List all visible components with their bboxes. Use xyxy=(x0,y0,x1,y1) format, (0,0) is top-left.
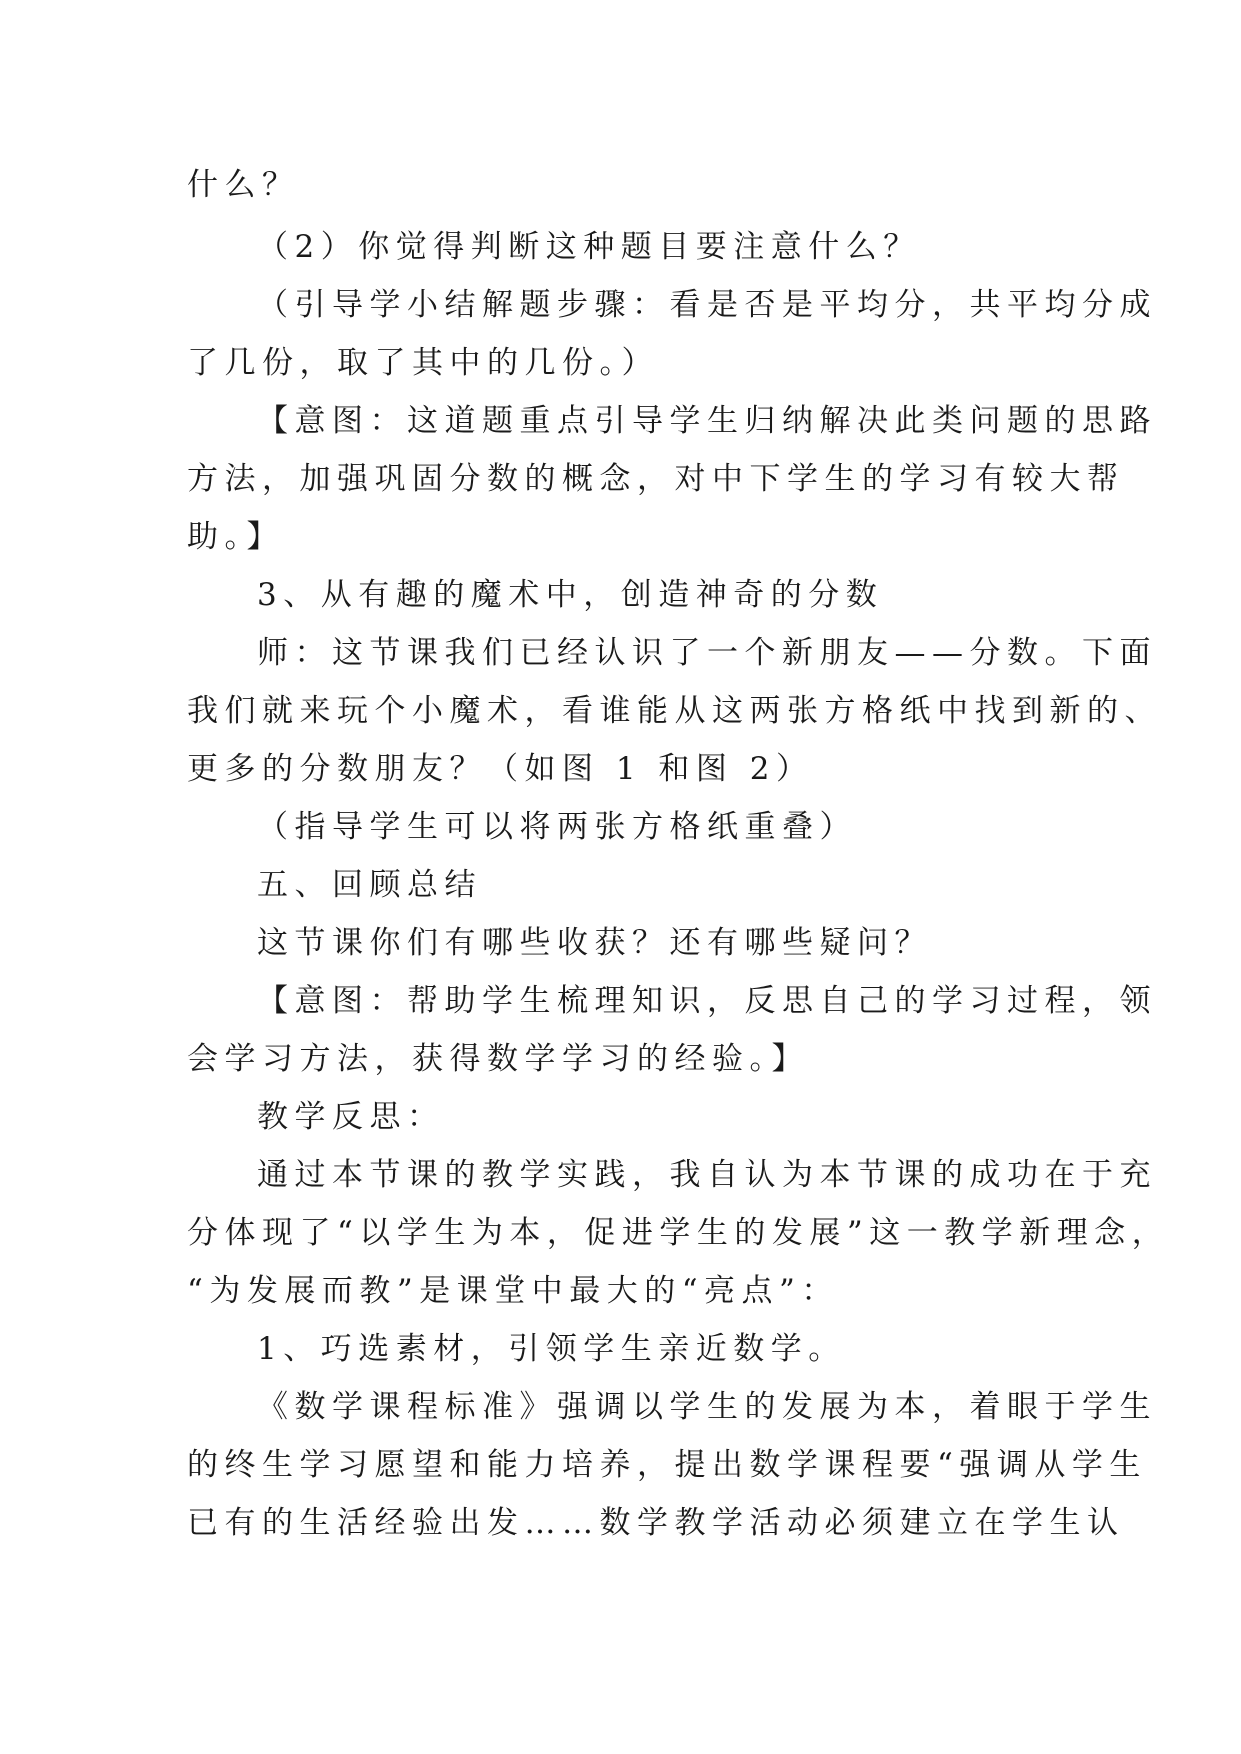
text-line: （2）你觉得判断这种题目要注意什么？ xyxy=(257,229,921,265)
text-line: “为发展而教”是课堂中最大的“亮点”： xyxy=(187,1273,839,1309)
text-line: 我们就来玩个小魔术，看谁能从这两张方格纸中找到新的、 xyxy=(187,693,1162,729)
text-line: 方法，加强巩固分数的概念，对中下学生的学习有较大帮 xyxy=(187,461,1125,497)
text-line: 这节课你们有哪些收获？还有哪些疑问？ xyxy=(257,925,932,961)
text-line: 助。】 xyxy=(187,519,284,555)
text-line: 了几份，取了其中的几份。） xyxy=(187,345,659,381)
text-line: （引导学小结解题步骤：看是否是平均分，共平均分成 xyxy=(257,287,1157,323)
text-line: 的终生学习愿望和能力培养，提出数学课程要“强调从学生 xyxy=(187,1447,1147,1483)
text-line: 已有的生活经验出发……数学教学活动必须建立在学生认 xyxy=(187,1505,1125,1541)
text-line: 1、巧选素材，引领学生亲近数学。 xyxy=(257,1331,846,1367)
section-heading: 教学反思： xyxy=(257,1099,445,1135)
text-line: 更多的分数朋友？（如图 1 和图 2） xyxy=(187,751,814,787)
text-line: 【意图：帮助学生梳理知识，反思自己的学习过程，领 xyxy=(257,983,1157,1019)
section-heading: 五、回顾总结 xyxy=(257,867,482,903)
text-line: 什么？ xyxy=(187,167,300,203)
text-line: 【意图：这道题重点引导学生归纳解决此类问题的思路 xyxy=(257,403,1157,439)
text-line: 3、从有趣的魔术中，创造神奇的分数 xyxy=(257,577,884,613)
text-line: 会学习方法，获得数学学习的经验。】 xyxy=(187,1041,809,1077)
text-line: 师：这节课我们已经认识了一个新朋友——分数。下面 xyxy=(257,635,1157,671)
text-line: 《数学课程标准》强调以学生的发展为本，着眼于学生 xyxy=(257,1389,1157,1425)
text-line: （指导学生可以将两张方格纸重叠） xyxy=(257,809,857,845)
text-line: 通过本节课的教学实践，我自认为本节课的成功在于充 xyxy=(257,1157,1157,1193)
text-line: 分体现了“以学生为本，促进学生的发展”这一教学新理念， xyxy=(187,1215,1170,1251)
